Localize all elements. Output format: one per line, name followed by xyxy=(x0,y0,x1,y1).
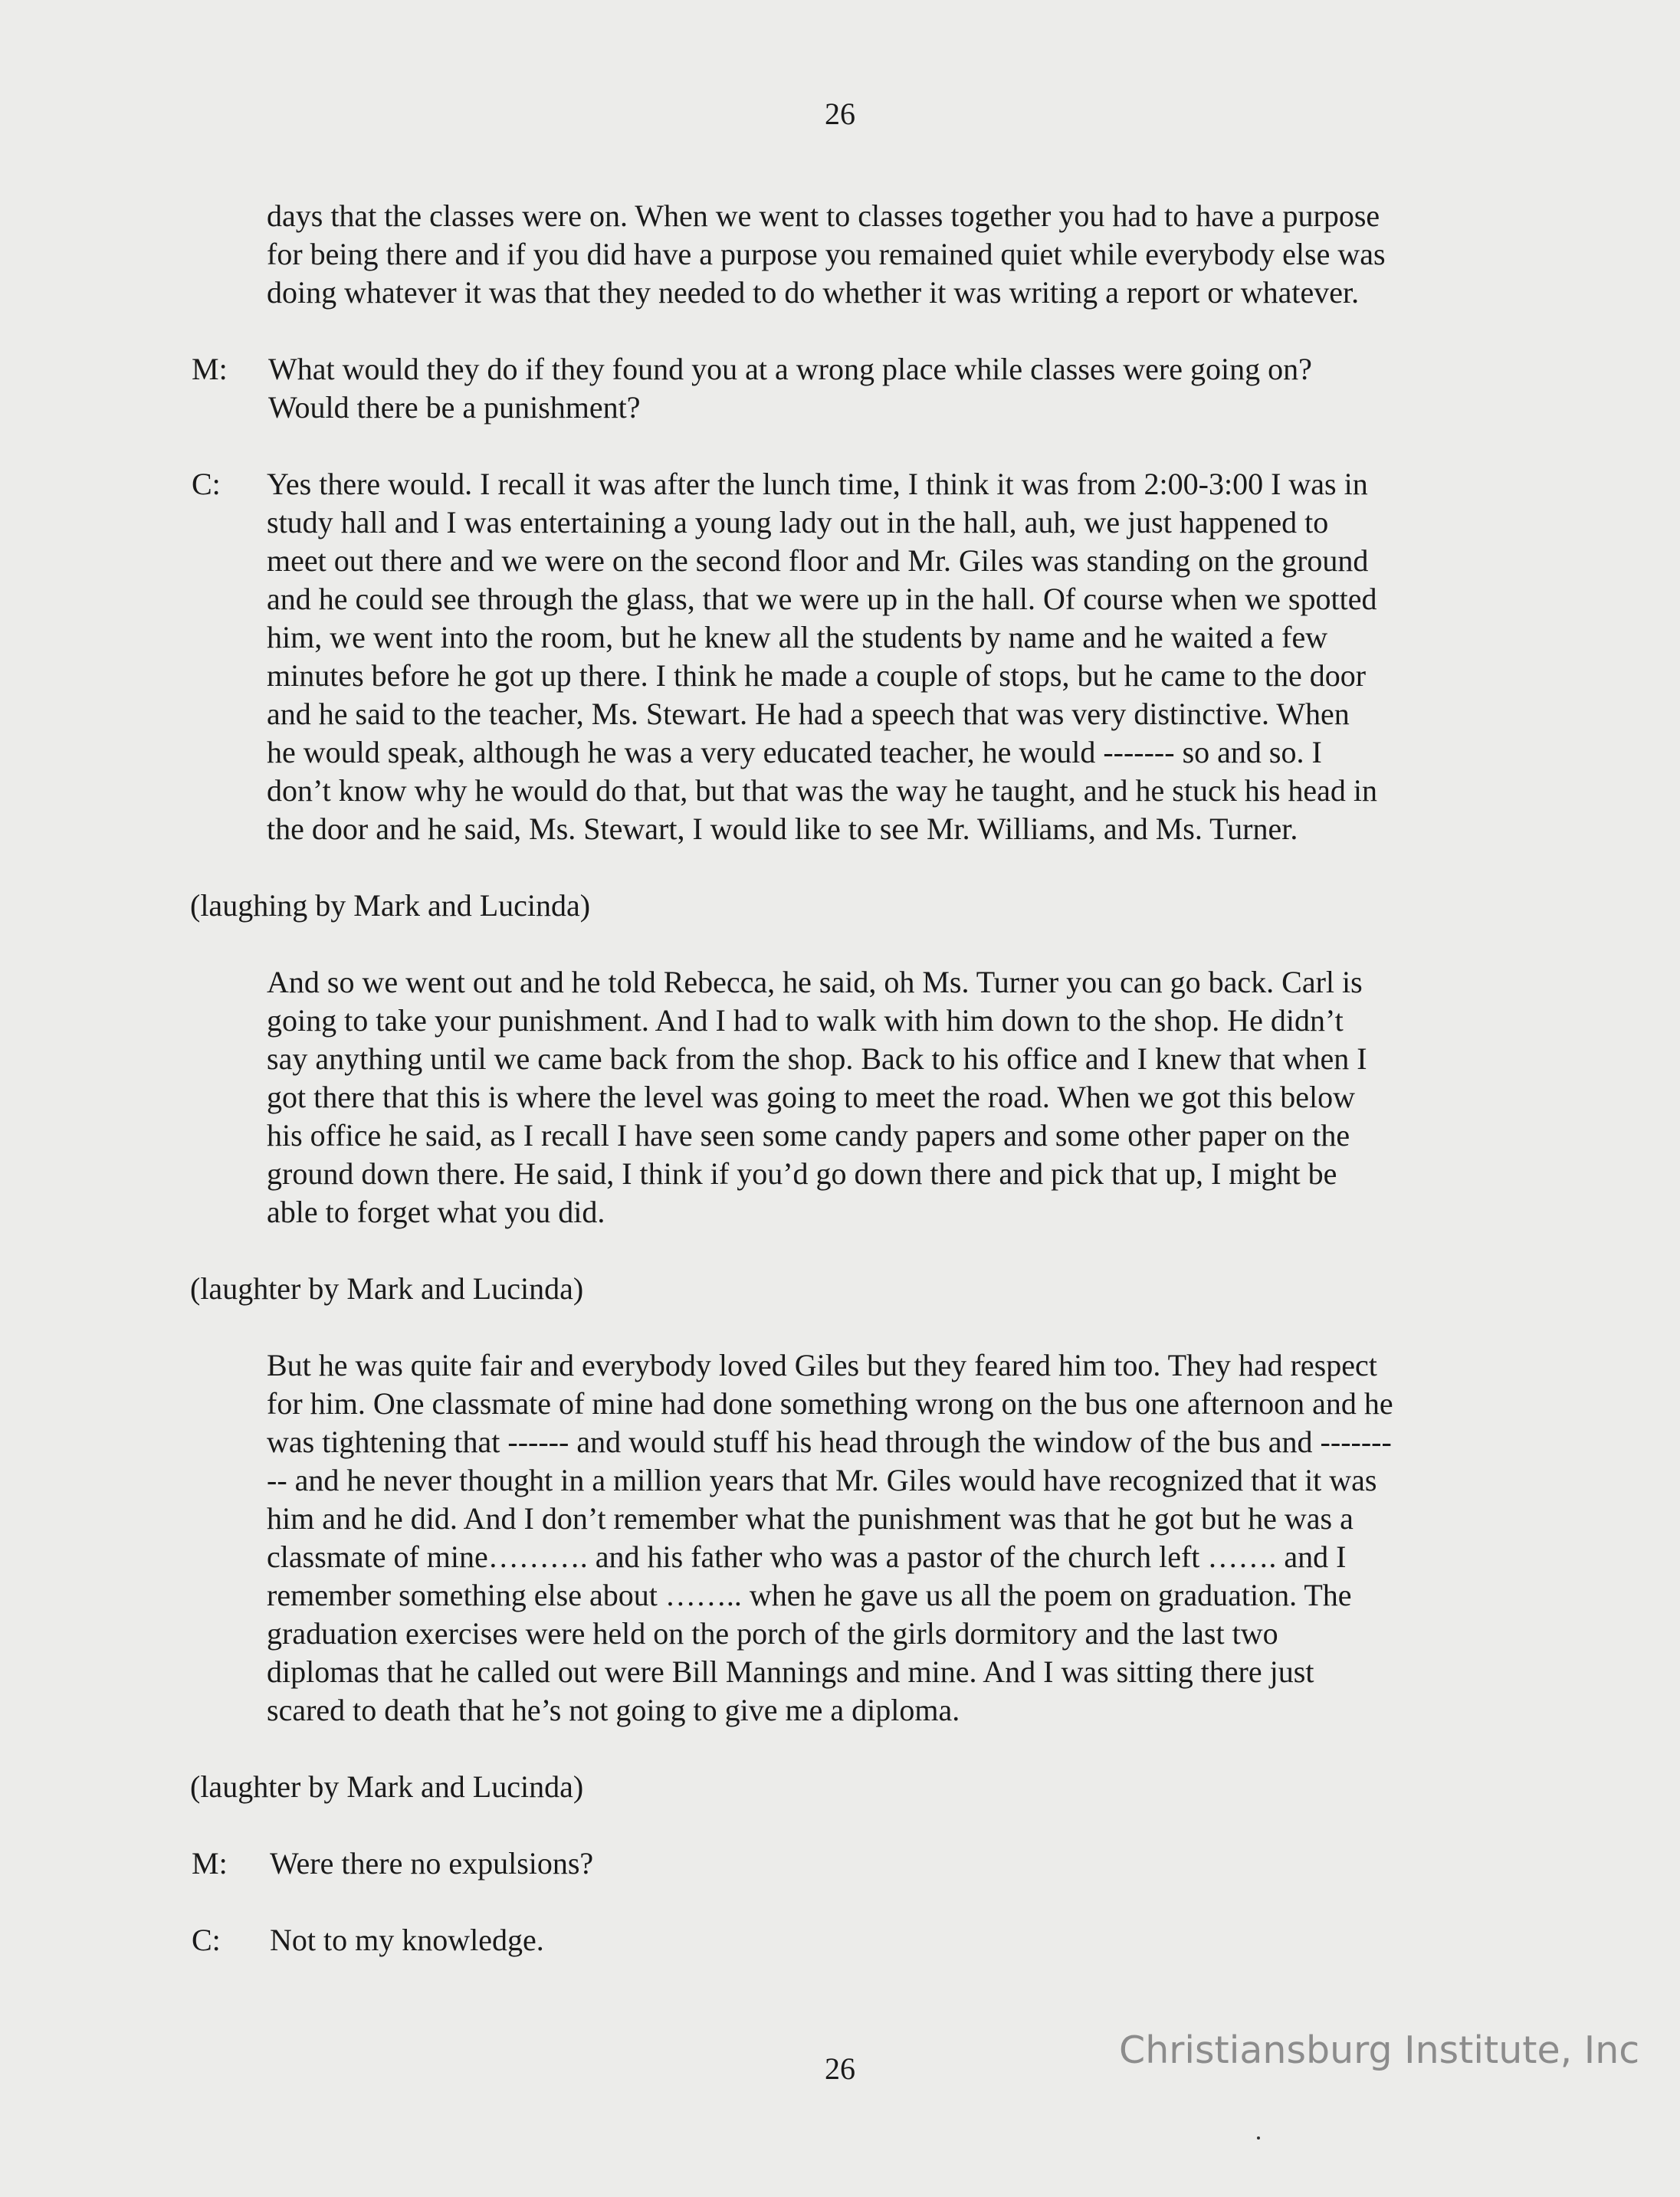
text-line: What would they do if they found you at a wrong place while classes were going on? xyxy=(268,352,1312,386)
text-line: Yes there would. I recall it was after the lunch time, I think it was from 2:00-3:00 I was in xyxy=(267,467,1368,501)
text-line: him, we went into the room, but he knew all the students by name and he waited a few xyxy=(267,620,1328,654)
text-line: say anything until we came back from the shop. Back to his office and I knew that when I xyxy=(267,1041,1367,1076)
stage-direction: (laughter by Mark and Lucinda) xyxy=(190,1769,584,1804)
stage-direction: (laughing by Mark and Lucinda) xyxy=(190,888,591,923)
text-line: graduation exercises were held on the porch of the girls dormitory and the last two xyxy=(267,1616,1278,1651)
text-line: days that the classes were on. When we went to classes together you had to have a purpose xyxy=(267,198,1380,233)
scan-speck xyxy=(1257,2136,1260,2140)
text-line: Would there be a punishment? xyxy=(268,390,641,425)
stage-direction: (laughter by Mark and Lucinda) xyxy=(190,1271,584,1306)
speaker-label-m: M: xyxy=(192,352,228,386)
text-line: meet out there and we were on the second floor and Mr. Giles was standing on the ground xyxy=(267,543,1369,578)
text-line: ground down there. He said, I think if you’d go down there and pick that up, I might be xyxy=(267,1156,1337,1191)
text-line: and he could see through the glass, that we were up in the hall. Of course when we spotted xyxy=(267,582,1377,616)
paragraph-continuation xyxy=(267,197,1386,312)
text-line: was tightening that ------ and would stuff his head through the window of the bus and ------- xyxy=(267,1425,1392,1459)
answer-continuation xyxy=(267,1346,1393,1730)
answer-text xyxy=(270,1921,544,1959)
text-line: for being there and if you did have a purpose you remained quiet while everybody else was xyxy=(267,237,1386,271)
speaker-label-m: M: xyxy=(192,1846,228,1881)
text-line: diplomas that he called out were Bill Mannings and mine. And I was sitting there just xyxy=(267,1654,1314,1689)
text-line: his office he said, as I recall I have seen some candy papers and some other paper on the xyxy=(267,1118,1350,1153)
text-line: got there that this is where the level was going to meet the road. When we got this below xyxy=(267,1080,1356,1114)
text-line: Were there no expulsions? xyxy=(270,1846,594,1881)
speaker-label-c: C: xyxy=(192,467,221,501)
text-line: he would speak, although he was a very educated teacher, he would ------- so and so. I xyxy=(267,735,1322,769)
text-line: him and he did. And I don’t remember what the punishment was that he got but he was a xyxy=(267,1501,1354,1536)
text-line: don’t know why he would do that, but that was the way he taught, and he stuck his head in xyxy=(267,773,1378,808)
text-line: able to forget what you did. xyxy=(267,1195,605,1229)
text-line: doing whatever it was that they needed to do whether it was writing a report or whatever. xyxy=(267,275,1360,310)
page-number-bottom: 26 xyxy=(825,2051,855,2086)
text-line: the door and he said, Ms. Stewart, I would like to see Mr. Williams, and Ms. Turner. xyxy=(267,812,1298,846)
answer-text xyxy=(267,465,1377,848)
text-line: Not to my knowledge. xyxy=(270,1923,544,1957)
text-line: But he was quite fair and everybody loved Giles but they feared him too. They had respect xyxy=(267,1348,1377,1382)
text-line: scared to death that he’s not going to give me a diploma. xyxy=(267,1693,960,1727)
text-line: for him. One classmate of mine had done something wrong on the bus one afternoon and he xyxy=(267,1386,1393,1421)
question-text xyxy=(270,1844,593,1883)
text-line: and he said to the teacher, Ms. Stewart. He had a speech that was very distinctive. When xyxy=(267,697,1350,731)
text-line: going to take your punishment. And I had to walk with him down to the shop. He didn’t xyxy=(267,1003,1344,1038)
text-line: minutes before he got up there. I think he made a couple of stops, but he came to the door xyxy=(267,658,1367,693)
question-text xyxy=(268,350,1312,427)
text-line: -- and he never thought in a million years that Mr. Giles would have recognized that it was xyxy=(267,1463,1377,1497)
speaker-label-c: C: xyxy=(192,1923,221,1957)
page-number-top: 26 xyxy=(825,97,855,131)
text-line: classmate of mine………. and his father who was a pastor of the church left ……. and I xyxy=(267,1540,1347,1574)
text-line: And so we went out and he told Rebecca, he said, oh Ms. Turner you can go back. Carl is xyxy=(267,965,1363,999)
text-line: study hall and I was entertaining a young lady out in the hall, auh, we just happened to xyxy=(267,505,1329,539)
text-line: remember something else about …….. when he gave us all the poem on graduation. The xyxy=(267,1578,1352,1612)
answer-continuation xyxy=(267,963,1367,1231)
watermark: Christiansburg Institute, Inc xyxy=(1119,2028,1640,2072)
